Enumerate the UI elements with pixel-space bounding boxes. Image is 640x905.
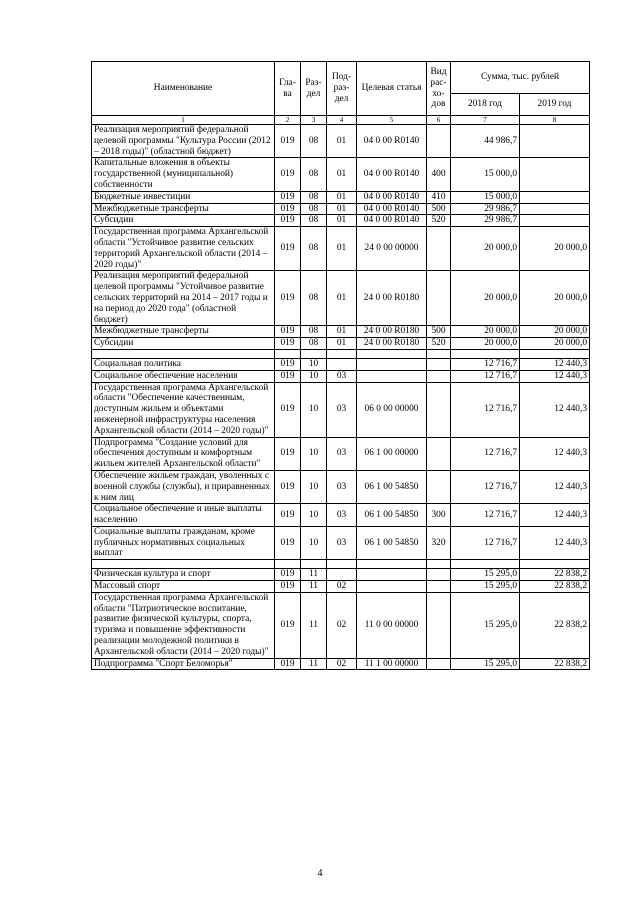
row-target: 04 0 00 R0140 — [357, 215, 427, 227]
table-row — [92, 215, 590, 227]
row-target: 24 0 00 R0180 — [357, 338, 427, 350]
column-index: 7 — [451, 116, 520, 125]
row-section: 10 — [301, 370, 327, 382]
table-body — [92, 125, 590, 670]
row-chapter: 019 — [275, 191, 301, 203]
row-chapter: 019 — [275, 581, 301, 593]
row-expense-type — [427, 437, 451, 470]
row-sum-2018: 29 986,7 — [451, 215, 520, 227]
row-target: 11 1 00 00000 — [357, 658, 427, 670]
row-chapter: 019 — [275, 358, 301, 370]
row-target: 11 0 00 00000 — [357, 592, 427, 658]
table-row — [92, 581, 590, 593]
row-name: Подпрограмма "Создание условий для обеспечения доступным и комфортным жильем жителей Архангельской области" — [92, 437, 275, 470]
page-number: 4 — [317, 868, 323, 879]
row-name: Подпрограмма "Спорт Беломорья" — [92, 658, 275, 670]
column-index: 2 — [275, 116, 301, 125]
column-index: 8 — [520, 116, 590, 125]
spacer-row — [92, 349, 590, 358]
row-name: Субсидии — [92, 215, 275, 227]
spacer-cell — [92, 349, 275, 358]
row-name: Реализация мероприятий федеральной целевой программы "Устойчивое развитие сельских территорий на 2014 – 2017 годы и на период до 2020 года" (областной бюджет) — [92, 271, 275, 326]
row-sum-2019 — [520, 215, 590, 227]
row-target: 04 0 00 R0140 — [357, 203, 427, 215]
spacer-cell — [275, 349, 301, 358]
row-section: 08 — [301, 191, 327, 203]
row-sum-2018: 15 295,0 — [451, 592, 520, 658]
row-chapter: 019 — [275, 326, 301, 338]
column-index: 5 — [357, 116, 427, 125]
table-row — [92, 338, 590, 350]
table-row — [92, 191, 590, 203]
row-expense-type: 500 — [427, 326, 451, 338]
row-sum-2018: 20 000,0 — [451, 271, 520, 326]
header-sum: Сумма, тыс. рублей — [451, 62, 590, 94]
row-chapter: 019 — [275, 338, 301, 350]
row-sum-2019 — [520, 158, 590, 191]
row-chapter: 019 — [275, 370, 301, 382]
table-row — [92, 271, 590, 326]
row-name: Социальные выплаты гражданам, кроме публичных нормативных социальных выплат — [92, 526, 275, 559]
row-target: 04 0 00 R0140 — [357, 125, 427, 158]
row-name: Физическая культура и спорт — [92, 569, 275, 581]
row-name: Обеспечение жильем граждан, уволенных с военной службы (службы), и приравненных к ним лиц — [92, 470, 275, 503]
row-subsection: 01 — [327, 158, 357, 191]
row-name: Социальная политика — [92, 358, 275, 370]
row-subsection: 03 — [327, 382, 357, 437]
table-row — [92, 658, 590, 670]
row-chapter: 019 — [275, 569, 301, 581]
row-subsection — [327, 358, 357, 370]
row-sum-2018: 15 295,0 — [451, 658, 520, 670]
spacer-cell — [92, 560, 275, 569]
row-target: 24 0 00 00000 — [357, 227, 427, 271]
row-sum-2019: 22 838,2 — [520, 592, 590, 658]
row-subsection — [327, 569, 357, 581]
spacer-cell — [427, 560, 451, 569]
spacer-cell — [451, 560, 520, 569]
row-expense-type — [427, 358, 451, 370]
row-expense-type — [427, 227, 451, 271]
row-target: 06 1 00 00000 — [357, 437, 427, 470]
row-subsection: 02 — [327, 658, 357, 670]
row-sum-2018: 44 986,7 — [451, 125, 520, 158]
spacer-cell — [520, 560, 590, 569]
row-subsection: 03 — [327, 470, 357, 503]
row-name: Реализация мероприятий федеральной целевой программы "Культура России (2012 – 2018 годы)" (областной бюджет) — [92, 125, 275, 158]
header-year-2018: 2018 год — [451, 94, 520, 116]
row-expense-type — [427, 470, 451, 503]
row-subsection: 01 — [327, 338, 357, 350]
spacer-cell — [301, 349, 327, 358]
row-sum-2019: 12 440,3 — [520, 358, 590, 370]
budget-table — [91, 61, 590, 670]
row-section: 08 — [301, 338, 327, 350]
row-subsection: 02 — [327, 592, 357, 658]
row-section: 10 — [301, 470, 327, 503]
row-expense-type: 320 — [427, 526, 451, 559]
row-name: Бюджетные инвестиции — [92, 191, 275, 203]
row-section: 08 — [301, 158, 327, 191]
table-row — [92, 326, 590, 338]
row-subsection: 01 — [327, 227, 357, 271]
row-target: 06 1 00 54850 — [357, 504, 427, 527]
header-expense-type: Вид рас-хо-дов — [427, 62, 451, 116]
row-subsection: 01 — [327, 271, 357, 326]
table-row — [92, 526, 590, 559]
spacer-cell — [520, 349, 590, 358]
table-row — [92, 158, 590, 191]
row-chapter: 019 — [275, 470, 301, 503]
row-section: 11 — [301, 592, 327, 658]
table-row — [92, 203, 590, 215]
row-subsection: 03 — [327, 437, 357, 470]
row-section: 10 — [301, 437, 327, 470]
row-sum-2019: 20 000,0 — [520, 326, 590, 338]
spacer-cell — [451, 349, 520, 358]
row-expense-type — [427, 125, 451, 158]
row-sum-2018: 12 716,7 — [451, 526, 520, 559]
row-target — [357, 581, 427, 593]
column-index: 1 — [92, 116, 275, 125]
row-chapter: 019 — [275, 382, 301, 437]
row-sum-2018: 12 716,7 — [451, 382, 520, 437]
row-name: Капитальные вложения в объекты государственной (муниципальной) собственности — [92, 158, 275, 191]
table-row — [92, 125, 590, 158]
row-sum-2018: 12 716,7 — [451, 437, 520, 470]
row-subsection: 03 — [327, 526, 357, 559]
row-section: 11 — [301, 569, 327, 581]
row-name: Социальное обеспечение и иные выплаты населению — [92, 504, 275, 527]
row-target: 06 0 00 00000 — [357, 382, 427, 437]
row-sum-2018: 15 000,0 — [451, 191, 520, 203]
table-row — [92, 569, 590, 581]
row-name: Государственная программа Архангельской области "Обеспечение качественным, доступным жильем и объектами инженерной инфраструктуры населения Архангельской области (2014 – 2020 годы)" — [92, 382, 275, 437]
row-sum-2019: 20 000,0 — [520, 227, 590, 271]
row-section: 11 — [301, 581, 327, 593]
row-sum-2018: 12 716,7 — [451, 370, 520, 382]
header-name: Наименование — [92, 62, 275, 116]
row-section: 08 — [301, 227, 327, 271]
row-expense-type — [427, 271, 451, 326]
row-target: 06 1 00 54850 — [357, 470, 427, 503]
row-expense-type: 300 — [427, 504, 451, 527]
column-index-row — [92, 116, 590, 125]
row-sum-2019: 12 440,3 — [520, 437, 590, 470]
header-year-2019: 2019 год — [520, 94, 590, 116]
row-sum-2019: 22 838,2 — [520, 581, 590, 593]
table-row — [92, 470, 590, 503]
row-subsection: 02 — [327, 581, 357, 593]
row-chapter: 019 — [275, 215, 301, 227]
row-section: 10 — [301, 358, 327, 370]
spacer-cell — [357, 560, 427, 569]
row-subsection: 01 — [327, 203, 357, 215]
row-sum-2018: 12 716,7 — [451, 504, 520, 527]
row-subsection: 01 — [327, 215, 357, 227]
header-target: Целевая статья — [357, 62, 427, 116]
row-sum-2018: 29 986,7 — [451, 203, 520, 215]
row-expense-type — [427, 382, 451, 437]
row-sum-2019: 22 838,2 — [520, 569, 590, 581]
row-sum-2019: 12 440,3 — [520, 370, 590, 382]
table-row — [92, 592, 590, 658]
row-sum-2018: 20 000,0 — [451, 338, 520, 350]
table-row — [92, 358, 590, 370]
column-index: 6 — [427, 116, 451, 125]
spacer-cell — [301, 560, 327, 569]
spacer-cell — [357, 349, 427, 358]
row-target — [357, 569, 427, 581]
row-expense-type: 410 — [427, 191, 451, 203]
row-subsection: 03 — [327, 504, 357, 527]
row-chapter: 019 — [275, 504, 301, 527]
row-sum-2019: 22 838,2 — [520, 658, 590, 670]
row-sum-2019 — [520, 125, 590, 158]
row-chapter: 019 — [275, 658, 301, 670]
row-section: 08 — [301, 203, 327, 215]
row-name: Государственная программа Архангельской области "Патриотическое воспитание, развитие физической культуры, спорта, туризма и повышение эффективности реализации молодежной политики в Архангельской области (2014 – 2020 годы)" — [92, 592, 275, 658]
row-section: 10 — [301, 504, 327, 527]
row-subsection: 01 — [327, 191, 357, 203]
row-subsection: 01 — [327, 125, 357, 158]
row-target: 04 0 00 R0140 — [357, 191, 427, 203]
row-target — [357, 370, 427, 382]
row-expense-type — [427, 370, 451, 382]
spacer-row — [92, 560, 590, 569]
row-name: Государственная программа Архангельской области "Устойчивое развитие сельских территорий Архангельской области (2014 – 2020 годы)" — [92, 227, 275, 271]
row-sum-2019: 12 440,3 — [520, 504, 590, 527]
row-chapter: 019 — [275, 592, 301, 658]
row-sum-2018: 15 295,0 — [451, 569, 520, 581]
row-expense-type — [427, 581, 451, 593]
row-section: 08 — [301, 125, 327, 158]
row-sum-2018: 12 716,7 — [451, 470, 520, 503]
row-name: Субсидии — [92, 338, 275, 350]
spacer-cell — [427, 349, 451, 358]
row-expense-type — [427, 569, 451, 581]
table-row — [92, 504, 590, 527]
row-sum-2019 — [520, 203, 590, 215]
row-chapter: 019 — [275, 227, 301, 271]
row-expense-type: 400 — [427, 158, 451, 191]
row-section: 08 — [301, 326, 327, 338]
row-target: 24 0 00 R0180 — [357, 271, 427, 326]
row-chapter: 019 — [275, 271, 301, 326]
table-row — [92, 382, 590, 437]
row-sum-2018: 15 000,0 — [451, 158, 520, 191]
header-subsection: Под-раз-дел — [327, 62, 357, 116]
spacer-cell — [327, 349, 357, 358]
row-chapter: 019 — [275, 158, 301, 191]
row-section: 08 — [301, 271, 327, 326]
row-section: 10 — [301, 382, 327, 437]
row-name: Межбюджетные трансферты — [92, 326, 275, 338]
row-sum-2018: 15 295,0 — [451, 581, 520, 593]
row-sum-2018: 12 716,7 — [451, 358, 520, 370]
row-subsection: 03 — [327, 370, 357, 382]
row-expense-type: 520 — [427, 338, 451, 350]
row-section: 10 — [301, 526, 327, 559]
header-section: Раз-дел — [301, 62, 327, 116]
row-target: 06 1 00 54850 — [357, 526, 427, 559]
column-index: 4 — [327, 116, 357, 125]
spacer-cell — [275, 560, 301, 569]
row-sum-2019 — [520, 191, 590, 203]
row-target: 04 0 00 R0140 — [357, 158, 427, 191]
row-sum-2019: 20 000,0 — [520, 338, 590, 350]
row-name: Массовый спорт — [92, 581, 275, 593]
table-row — [92, 227, 590, 271]
row-chapter: 019 — [275, 526, 301, 559]
row-expense-type: 520 — [427, 215, 451, 227]
row-target: 24 0 00 R0180 — [357, 326, 427, 338]
row-chapter: 019 — [275, 437, 301, 470]
row-expense-type — [427, 592, 451, 658]
row-target — [357, 358, 427, 370]
table-row — [92, 370, 590, 382]
spacer-cell — [327, 560, 357, 569]
row-subsection: 01 — [327, 326, 357, 338]
row-chapter: 019 — [275, 125, 301, 158]
row-expense-type: 500 — [427, 203, 451, 215]
table-row — [92, 437, 590, 470]
row-sum-2019: 12 440,3 — [520, 470, 590, 503]
row-expense-type — [427, 658, 451, 670]
row-name: Социальное обеспечение населения — [92, 370, 275, 382]
row-section: 11 — [301, 658, 327, 670]
column-index: 3 — [301, 116, 327, 125]
row-sum-2019: 12 440,3 — [520, 382, 590, 437]
header-chapter: Гла-ва — [275, 62, 301, 116]
row-chapter: 019 — [275, 203, 301, 215]
row-sum-2019: 20 000,0 — [520, 271, 590, 326]
row-sum-2018: 20 000,0 — [451, 227, 520, 271]
row-section: 08 — [301, 215, 327, 227]
row-sum-2018: 20 000,0 — [451, 326, 520, 338]
row-name: Межбюджетные трансферты — [92, 203, 275, 215]
row-sum-2019: 12 440,3 — [520, 526, 590, 559]
